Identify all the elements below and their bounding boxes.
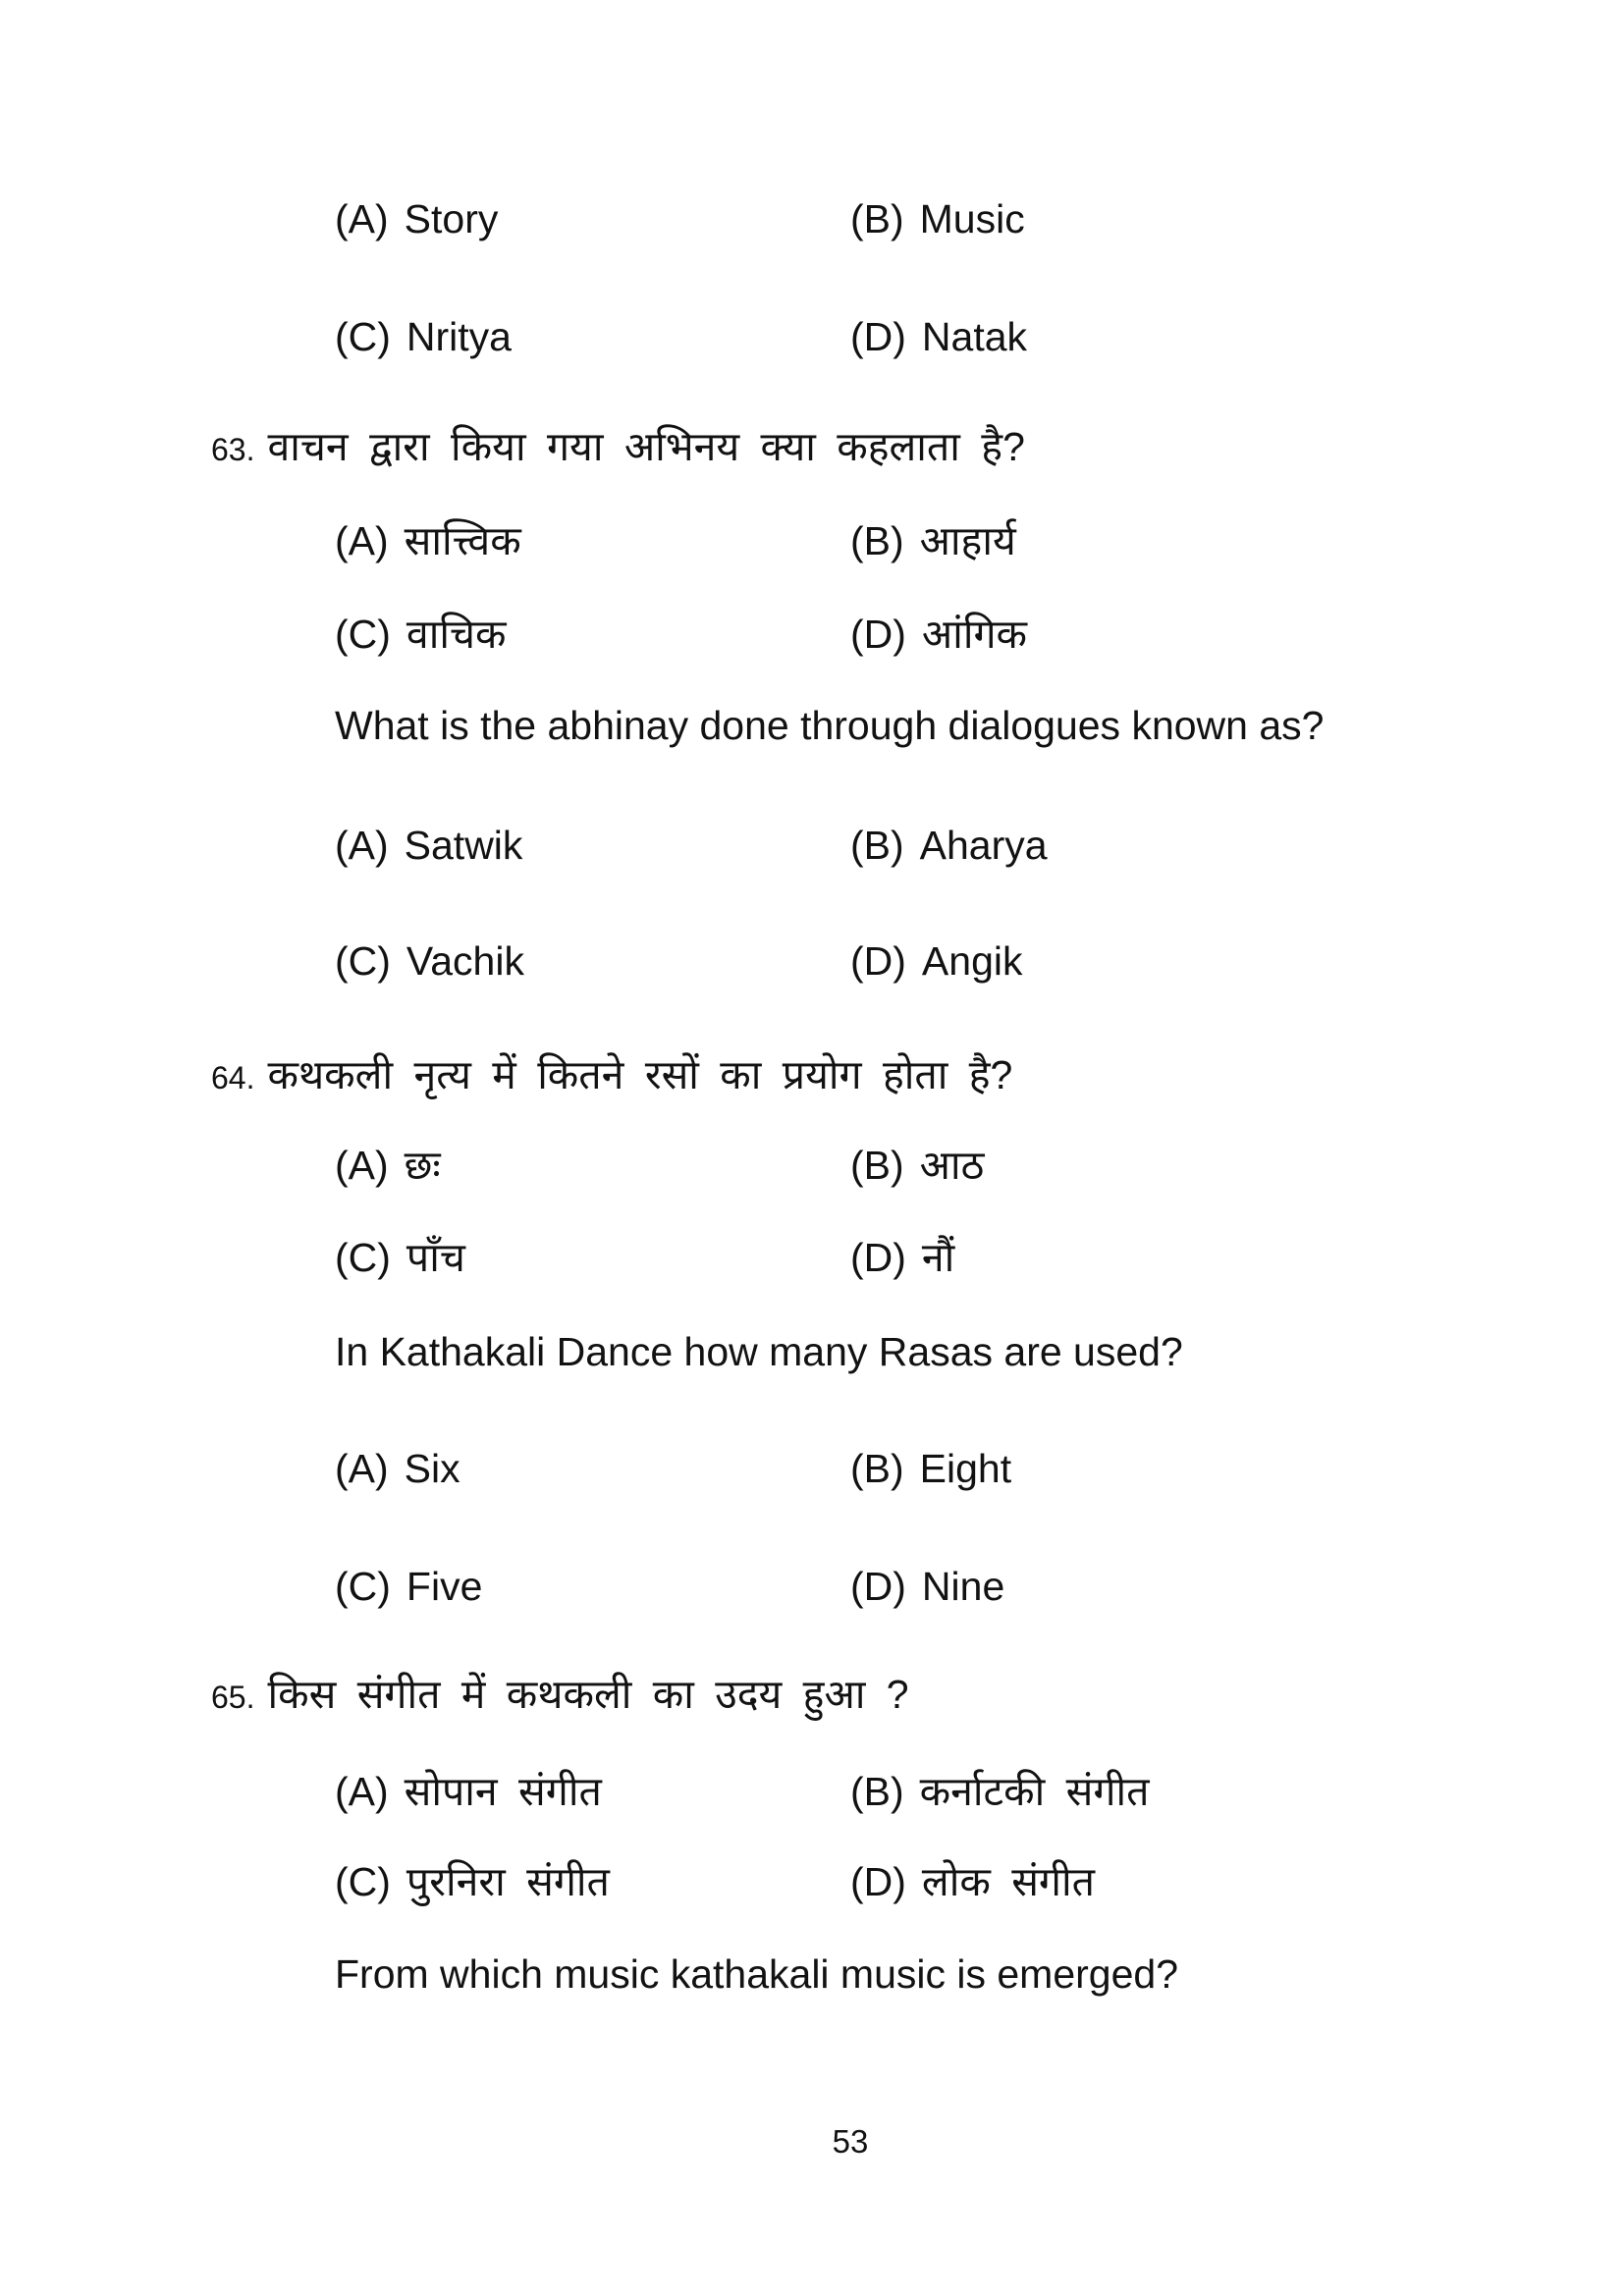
option-d — [850, 1235, 954, 1281]
question-64-hindi-option-row-2 — [335, 1235, 954, 1281]
option-text: नौं — [921, 1235, 955, 1280]
option-b — [850, 823, 1048, 869]
option-c — [335, 1859, 850, 1905]
option-c — [335, 938, 850, 985]
carryover-option-row-1 — [335, 196, 1025, 242]
option-c — [335, 1235, 850, 1281]
option-text: Aharya — [919, 823, 1048, 868]
option-text: आठ — [919, 1143, 985, 1188]
question-64-hindi-option-row-1 — [335, 1143, 984, 1189]
carryover-option-row-2 — [335, 314, 1027, 360]
option-b — [850, 1143, 984, 1189]
option-text: पाँच — [406, 1235, 465, 1280]
option-label: (B) — [850, 196, 904, 241]
option-d — [850, 938, 1022, 985]
question-63-english-option-row-2 — [335, 938, 1022, 985]
option-label: (D) — [850, 314, 906, 359]
option-text: Vachik — [406, 938, 524, 984]
option-text: आंगिक — [921, 612, 1028, 657]
option-a — [335, 1446, 850, 1492]
option-a — [335, 518, 850, 564]
option-label: (C) — [335, 1235, 391, 1280]
option-label: (B) — [850, 823, 904, 868]
option-d — [850, 1564, 1004, 1610]
option-label: (D) — [850, 612, 906, 657]
question-64-hindi — [211, 1052, 1012, 1098]
option-text: Music — [919, 196, 1025, 241]
option-c — [335, 314, 850, 360]
option-text: Eight — [919, 1446, 1012, 1491]
option-a — [335, 196, 850, 242]
question-65-hindi-option-row-1 — [335, 1769, 1149, 1815]
option-d — [850, 314, 1027, 360]
option-text: Nritya — [406, 314, 512, 359]
option-text: छः — [404, 1143, 441, 1188]
question-text-hindi: वाचन द्वारा किया गया अभिनय क्या कहलाता है? — [267, 424, 1025, 469]
question-number: 64. — [211, 1060, 255, 1095]
option-d — [850, 1859, 1095, 1905]
question-64-english — [335, 1329, 1183, 1375]
option-b — [850, 518, 1016, 564]
option-label: (D) — [850, 1564, 906, 1609]
option-text: Five — [406, 1564, 483, 1609]
option-c — [335, 1564, 850, 1610]
question-64-english-option-row-2 — [335, 1564, 1004, 1610]
option-c — [335, 612, 850, 658]
question-text-english: What is the abhinay done through dialogues known as? — [335, 703, 1325, 748]
question-text-english: From which music kathakali music is emerged? — [335, 1951, 1178, 1997]
question-text-hindi: किस संगीत में कथकली का उदय हुआ ? — [267, 1672, 909, 1717]
option-label: (A) — [335, 1446, 389, 1491]
option-text: Nine — [921, 1564, 1005, 1609]
question-number: 65. — [211, 1680, 255, 1715]
option-text: Angik — [921, 938, 1023, 984]
option-text: कर्नाटकी संगीत — [919, 1769, 1150, 1814]
option-label: (A) — [335, 823, 389, 868]
option-label: (A) — [335, 1143, 389, 1188]
option-a — [335, 1143, 850, 1189]
option-text: Natak — [921, 314, 1028, 359]
option-label: (C) — [335, 1859, 391, 1904]
option-text: लोक संगीत — [921, 1859, 1096, 1904]
question-number: 63. — [211, 432, 255, 467]
option-label: (B) — [850, 518, 904, 563]
option-text: Six — [404, 1446, 460, 1491]
option-label: (C) — [335, 612, 391, 657]
option-label: (D) — [850, 938, 906, 984]
question-65-hindi — [211, 1672, 909, 1718]
question-65-hindi-option-row-2 — [335, 1859, 1095, 1905]
question-63-english — [335, 703, 1324, 749]
option-label: (A) — [335, 196, 389, 241]
option-label: (C) — [335, 938, 391, 984]
question-63-english-option-row-1 — [335, 823, 1048, 869]
option-b — [850, 1769, 1149, 1815]
page-number: 53 — [832, 2123, 869, 2160]
option-label: (C) — [335, 314, 391, 359]
option-text: Satwik — [404, 823, 523, 868]
option-label: (D) — [850, 1859, 906, 1904]
option-a — [335, 1769, 850, 1815]
option-label: (C) — [335, 1564, 391, 1609]
question-63-hindi-option-row-2 — [335, 612, 1027, 658]
question-65-english — [335, 1951, 1178, 1998]
option-b — [850, 1446, 1011, 1492]
option-a — [335, 823, 850, 869]
option-text: सात्त्विक — [404, 518, 521, 563]
question-63-hindi — [211, 424, 1025, 470]
question-64-english-option-row-1 — [335, 1446, 1011, 1492]
option-label: (A) — [335, 1769, 389, 1814]
option-text: वाचिक — [406, 612, 507, 657]
option-label: (B) — [850, 1143, 904, 1188]
question-text-english: In Kathakali Dance how many Rasas are used? — [335, 1329, 1183, 1374]
question-63-hindi-option-row-1 — [335, 518, 1016, 564]
option-text: Story — [404, 196, 499, 241]
question-text-hindi: कथकली नृत्य में कितने रसों का प्रयोग होता है? — [267, 1052, 1013, 1097]
option-label: (B) — [850, 1769, 904, 1814]
option-b — [850, 196, 1025, 242]
option-label: (A) — [335, 518, 389, 563]
option-text: आहार्य — [919, 518, 1016, 563]
option-label: (D) — [850, 1235, 906, 1280]
option-text: पुरनिरा संगीत — [406, 1859, 610, 1904]
option-d — [850, 612, 1027, 658]
option-text: सोपान संगीत — [404, 1769, 602, 1814]
option-label: (B) — [850, 1446, 904, 1491]
